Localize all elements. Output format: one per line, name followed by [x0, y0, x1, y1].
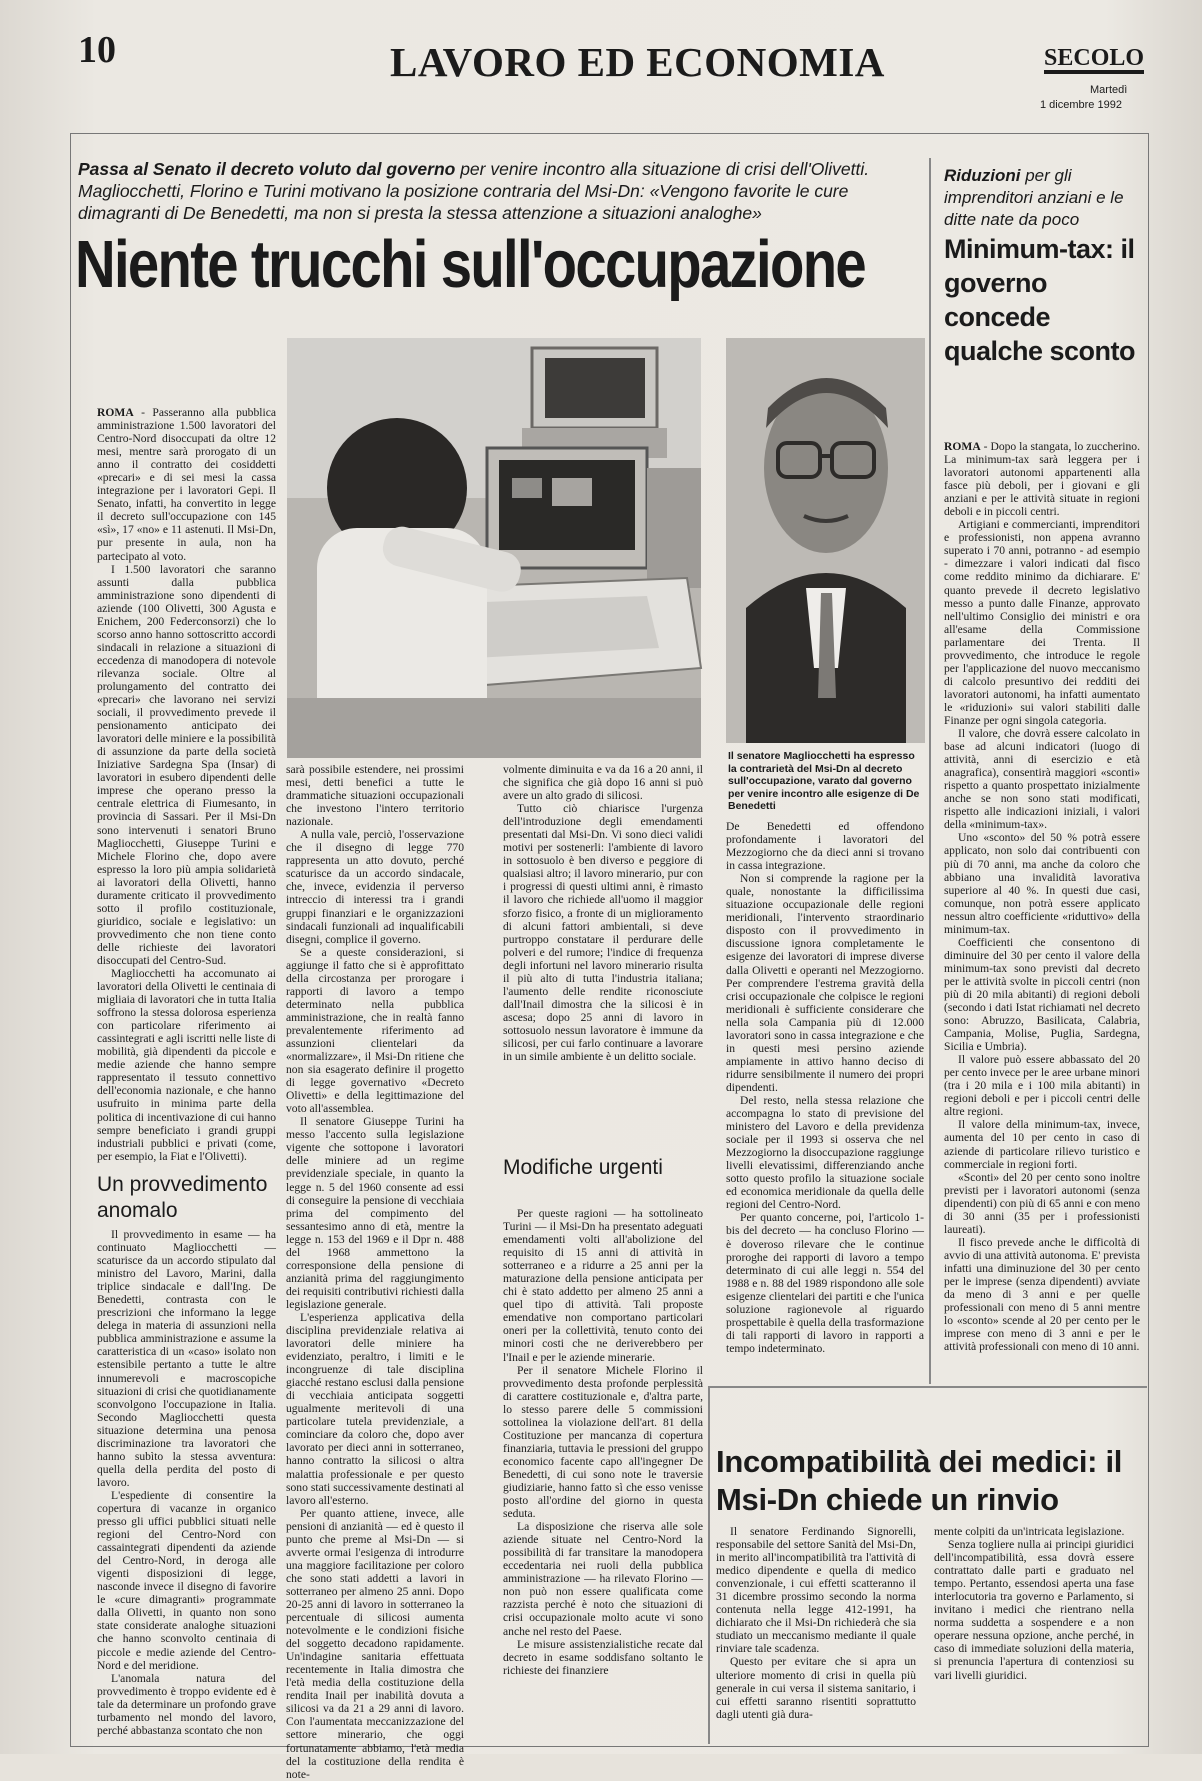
sidebar-divider	[929, 158, 931, 1384]
article-column-4: De Benedetti ed offendono profondamente i lavoratori del Mezzogiorno che da dieci anni si trovano in cassa integrazione. Non si comprende la ragione per la quale, nonostante la difficilissima situazione occupazionale delle regioni meridionali, l'intervento straordinario disposto con il provvedimento in discussione ignora completamente le esigenze dei lavoratori di imprese diverse dalla Olivetti e operanti nel Mezzogiorno. Per comprendere l'estrema gravità della crisi occupazionale che colpisce le regioni meridionali è sufficiente considerare che nella sola Campania più di 12.000 lavoratori sono in cassa integrazione e che in questi mesi persino aziende ampiamente in attivo hanno deciso di ridurre sensibilmente il numero dei propri dipendenti. Del resto, nella stessa relazione che accompagna lo stato di previsione del ministero del Lavoro e della previdenza sociale per il 1993 si osserva che nel Mezzogiorno la disoccupazione raggiunge livelli elevatissimi, differenziando anche sotto questo profilo la situazione sociale ed economica meridionale da quella delle regioni del Centro-Nord. Per quanto concerne, poi, l'articolo 1-bis del decreto — ha concluso Florino — è doveroso rilevare che le continue proroghe dei rapporti di lavoro a tempo determinato di cui alle leggi n. 554 del 1988 e n. 88 del 1989 rispondono alle sole esigenze clientelari dei partiti e che l'unica soluzione ragionevole al riguardo prospettabile è quella della trasformazione di tali rapporti di lavoro in rapporti a tempo indeterminato.	[726, 820, 924, 1355]
sidebar-headline: Minimum-tax: il governo concede qualche sconto	[944, 234, 1136, 366]
computer-operator-photo	[287, 338, 701, 758]
article-column-1-lower: Il provvedimento in esame — ha continuato Magliocchetti — scaturisce da un accordo stipulato dal ministro del Lavoro, Marini, dalla triplice sindacale e dall'Ing. De Benedetti, contrasta con le prescrizioni che informano la legge delega in materia di assunzioni nella pubblica amministrazione e assume la caratteristica di un «caso» isolato non estensibile pertanto a tutte le altre innumerevoli e macroscopiche situazioni di crisi che quotidianamente sconvolgono l'occupazione in Italia. Secondo Magliocchetti questa situazione determina una penosa discriminazione tra lavoratori che hanno subìto la stessa avventura: quella della perdita del posto di lavoro. L'espediente di consentire la copertura di vacanze in organico presso gli uffici pubblici situati nelle regioni del Centro-Nord con cassaintegrati dipendenti da aziende del Centro-Nord, in deroga alle vigenti disposizioni di legge, nasconde invece il disegno di favorire le «cure dimagranti» programmate dalla Olivetti, in quanto non sono state considerate analoghe situazioni che hanno sconvolto centinaia di piccole e medie aziende del Centro-Nord e del meridione. L'anomala natura del provvedimento è troppo evidente ed è tale da determinare un profondo grave turbamento nel mondo del lavoro, perché abbastanza scontato che non	[97, 1228, 277, 1737]
senator-portrait-photo	[726, 338, 925, 743]
main-kicker: Passa al Senato il decreto voluto dal governo per venire incontro alla situazione di crisi dell'Olivetti. Magliocchetti, Florino e Turini motivano la posizione contraria del Msi-Dn: «Vengono favorite le cure dimagranti di De Benedetti, ma non si presta la stessa attenzione a situazioni analoghe»	[78, 159, 870, 223]
box-divider	[708, 1388, 710, 1744]
main-headline: Niente trucchi sull'occupazione	[75, 227, 866, 302]
issue-date: 1 dicembre 1992	[1040, 99, 1122, 111]
box-headline: Incompatibilità dei medici: il Msi-Dn chiede un rinvio	[716, 1444, 1123, 1517]
newspaper-logo: SECOLO	[1044, 46, 1144, 74]
box-column-2: mente colpiti da un'intricata legislazione. Senza togliere nulla ai principi giuridici dell'incompatibilità, essa dovrà essere contrattato dalle parti e graduato nel tempo. Pertanto, essendosi aperta una fase interlocutoria tra governo e Parlamento, si invitano i medici che rientrano nella norma suddetta a sospendere e a non operare nessuna opzione, anche perché, in caso di immediate soluzioni della materia, si prenuncia l'apertura di contenziosi su vari livelli giuridici.	[934, 1525, 1134, 1682]
article-column-1: ROMA - Passeranno alla pubblica amministrazione 1.500 lavoratori del Centro-Nord disoccupati da oltre 12 mesi, mentre sarà prorogato di un anno il contratto dei cosiddetti «precari» e di sei mesi la cassa integrazione per i lavoratori Gepi. Il Senato, infatti, ha convertito in legge il decreto sull'occupazione con 145 «sì», 17 «no» e 11 astenuti. Il Msi-Dn, pur presente in aula, non ha partecipato al voto. I 1.500 lavoratori che saranno assunti dalla pubblica amministrazione sono dipendenti di aziende (100 Olivetti, 300 Agusta e Enichem, 200 Federconsorzi) che lo scorso anno hanno sottoscritto accordi sindacali in relazione a situazioni di eccedenza di manodopera di notevole rilevanza sociale. Oltre al prolungamento del contratto dei «precari» che lavorano nei servizi sociali, il provvedimento prevede il pensionamento anticipato dei lavoratori delle miniere e la possibilità di assunzione da parte della società Iniziative Sardegna Spa (Insar) di lavoratori in esubero dipendenti delle imprese che operano presso la centrale elettrica di Fiumesanto, in provincia di Sassari. Per il Msi-Dn sono intervenuti i senatori Bruno Magliocchetti, Giuseppe Turini e Michele Florino che, dopo avere espresso la loro più ampia solidarietà ai lavoratori della Olivetti, hanno duramente criticato il provvedimento sotto il profilo costituzionale, giuridico, sociale e legislativo: un provvedimento che non tiene conto delle richieste dei lavoratori disoccupati del Centro-Sud. Magliocchetti ha accomunato ai lavoratori della Olivetti le centinaia di migliaia di lavoratori che in tutta Italia soffrono la stessa dolorosa esperienza con particolare riferimento ai cassintegrati e agli iscritti nelle liste di mobilità, già dipendenti da piccole e medie aziende che hanno sempre rappresentato il tessuto connettivo dell'economia nazionale, e che hanno usufruito in minima parte della politica di incentivazione di cui hanno sempre beneficiato i grandi gruppi industriali pubblici e privati (come, per esempio, la Fiat e l'Olivetti).	[97, 406, 276, 1163]
article-column-3: volmente diminuita e va da 16 a 20 anni, il che significa che già dopo 16 anni si può avere un alto grado di silicosi. Tutto ciò chiarisce l'urgenza dell'introduzione degli emendamenti presentati dal Msi-Dn. Vi sono dieci validi motivi per sostenerli: l'ambiente di lavoro in sottosuolo è ben diverso e peggiore di qualsiasi altro; il lavoro minerario, pur con i progressi di questi ultimi anni, è rimasto il lavoro che richiede all'uomo il maggior sforzo fisico, a fronte di un miglioramento di alcuni fattori ambientali, si deve purtroppo constatare il perdurare delle polveri e del rumore; l'indice di frequenza degli infortuni nel lavoro minerario risulta il più alto di tutta l'industria italiana; l'aumento delle rendite riconosciute dall'Inail dimostra che la silicosi è in ascesa; dopo 25 anni di lavoro in sottosuolo nessun lavoratore è immune da silicosi, per cui farlo continuare a lavorare in un simile ambiente è un delitto sociale.	[503, 763, 703, 1064]
section-title: LAVORO ED ECONOMIA	[390, 39, 885, 85]
issue-day: Martedì	[1090, 84, 1128, 96]
sidebar-kicker: Riduzioni per gli imprenditori anziani e le ditte nate da poco	[944, 166, 1124, 229]
article-column-3-lower: Per queste ragioni — ha sottolineato Turini — il Msi-Dn ha presentato adeguati emendamenti volti all'abolizione del requisito di 15 anni di attività in sotterraneo e a ridurre a 25 anni per la maturazione della pensione anticipata per chi è stato addetto per almeno 25 anni a quel tipo di attività. Tali proposte emendative non comportano particolari oneri per la collettività, tenuto conto dei minori costi che ne deriverebbero per l'Inail e per le aziende minerarie. Per il senatore Michele Florino il provvedimento desta profonde perplessità di carattere costituzionale e, d'altra parte, lo stesso parere delle 5 commissioni sottolinea la violazione dell'art. 81 della Costituzione per mancanza di copertura finanziaria, tuttavia le pressioni del gruppo economico facente capo all'ingegner De Benedetti, di cui sono note le traversie giudiziarie, hanno fatto sì che esso venisse posto all'ordine del giorno in questa seduta. La disposizione che riserva alle sole aziende situate nel Centro-Nord la possibilità di far transitare la manodopera eccedentaria nei ruoli della pubblica amministrazione — ha rilevato Florino — non può non essere qualificata come razzista perché è noto che situazioni di crisi occupazionale molto acute vi sono anche nel resto del Paese. Le misure assistenzialistiche recate dal decreto in esame soddisfano soltanto le richieste dei finanziere	[503, 1207, 703, 1677]
article-column-2: sarà possibile estendere, nei prossimi mesi, detti benefici a tutte le drammatiche situazioni occupazionali che investono l'intero territorio nazionale. A nulla vale, perciò, l'osservazione che il disegno di legge 770 rappresenta un atto dovuto, perché scaturisce da un accordo sindacale, che, invece, evidenzia il perverso intreccio di interessi tra i grandi gruppi finanziari e le organizzazioni sindacali funzionali ad inqualificabili disegni, complice il governo. Se a queste considerazioni, si aggiunge il fatto che si è approfittato della circostanza per prorogare i rapporti di lavoro a tempo determinato nella pubblica amministrazione, che in realtà fanno prevalentemente riferimento ad assunzioni clientelari da «normalizzare», il Msi-Dn ritiene che non sia esagerato definire il progetto di legge governativo «Decreto Olivetti» e della legittimazione del voto all'assemblea. Il senatore Giuseppe Turini ha messo l'accento sulla legislazione vigente che sottopone i lavoratori delle miniere ad un regime previdenziale speciale, in quanto la legge n. 5 del 1960 consente ad essi di conseguire la pensione di vecchiaia prima del compimento del sessantesimo anno di età, mentre la legge n. 153 del 1969 e il Dpr n. 488 del 1968 ammettono la corresponsione della pensione di anzianità prima del raggiungimento dei requisiti contributivi richiesti dalla legislazione generale. L'esperienza applicativa della disciplina previdenziale relativa ai lavoratori delle miniere ha evidenziato, peraltro, i limiti e le incongruenze di tale disciplina giacché restano esclusi dalla pensione di vecchiaia anticipata soggetti ugualmente meritevoli di una particolare tutela previdenziale, a cominciare da coloro che, dopo aver lavorato per dieci anni in sotterraneo, hanno contratto la silicosi o altra malattia professionale e per questo sono stati successivamente destinati al lavoro all'esterno. Per quanto attiene, invece, alle pensioni di anzianità — ed è questo il punto che preme al Msi-Dn — si avverte ormai l'esigenza di introdurre una maggiore facilitazione per coloro che sono stati addetti a lavori in sotterraneo per almeno 25 anni. Dopo 20-25 anni di lavoro in sotterraneo la percentuale di silicosi aumenta notevolmente e le condizioni fisiche del soggetto decadono rapidamente. Un'indagine sanitaria effettuata recentemente in Italia dimostra che l'età media della costituzione della rendita Inail per inabilità dovuta a silicosi va da 21 a 29 anni di lavoro. Con l'aumentata meccanizzazione del settore minerario, che oggi fortunatamente abbiamo, l'età media del la costituzione della rendita è note-	[286, 763, 464, 1781]
box-column-1: Il senatore Ferdinando Signorelli, responsabile del settore Sanità del Msi-Dn, in merito all'incompatibilità tra l'attività di medico dipendente e quella di medico convenzionale, i cui effetti scatteranno il 31 dicembre prossimo secondo la norma contenuta nella legge 412-1991, ha dichiarato che il Msi-Dn richiederà che sia studiato un meccanismo mediante il quale rinviare tale scadenza. Questo per evitare che si apra un ulteriore momento di crisi in quella più generale in cui versa il sistema sanitario, i cui effetti saranno risentiti soprattutto dagli utenti già dura-	[716, 1525, 916, 1721]
portrait-caption: Il senatore Magliocchetti ha espresso la contrarietà del Msi-Dn al decreto sull'occupazione, varato dal governo per venire incontro alle esigenze di De Benedetti	[728, 750, 920, 812]
page-number: 10	[78, 29, 116, 71]
box-top-rule	[708, 1386, 1147, 1388]
subhead-modifiche-urgenti: Modifiche urgenti	[503, 1156, 663, 1179]
subhead-provvedimento-anomalo: Un provvedimento anomalo	[97, 1173, 268, 1222]
sidebar-article: ROMA - Dopo la stangata, lo zuccherino. La minimum-tax sarà leggera per i lavoratori autonomi appartenenti alla fasce più deboli, per i giovani e gli anziani e per le attività situate in regioni deboli e in piccoli centri. Artigiani e commercianti, imprenditori e professionisti, non appena avranno superato i 70 anni, potranno - ad esempio - dimezzare i valori indicati dal fisco come reddito minimo da dichiarare. E' quanto prevede il decreto legislativo messo a punto dalle Finanze, approvato nell'ultimo Consiglio dei ministri e ora all'esame della Commissione parlamentare dei Trenta. Il provvedimento, che introduce le regole per l'applicazione del nuovo meccanismo di calcolo presuntivo dei redditi dei lavoratori autonomi, ha infatti aumentato le «riduzioni» sui valori stabiliti dalle Finanze per ogni singola categoria. Il valore, che dovrà essere calcolato in base ad alcuni indicatori (luogo di attività, anni di esercizio e età anagrafica), consentirà maggiori «sconti» rispetto a quanto prospettato inizialmente anche se non sono stati modificati, rispetto alle indicazioni iniziali, i valori della «minimum-tax». Uno «sconto» del 50 % potrà essere applicato, non solo dai contribuenti con più di 70 anni, ma anche da coloro che abbiano una invalidità lavorativa superiore al 40 %. In questi due casi, comunque, non potrà essere applicato nessun altro coefficiente «riduttivo» della minimum-tax. Coefficienti che consentono di diminuire del 30 per cento il valore della minimum-tax sono previsti dal decreto per le attività svolte in piccoli centri (non più di 20 mila abitanti) di regioni deboli (secondo i dati Istat richiamati nel decreto sono: Abruzzo, Basilicata, Calabria, Campania, Molise, Puglia, Sardegna, Sicilia e Umbria). Il valore può essere abbassato del 20 per cento invece per le aree urbane minori (tra i 20 mila e i 100 mila abitanti) in regioni deboli e per i piccoli centri delle altre regioni. Il valore della minimum-tax, invece, aumenta del 10 per cento in caso di aziende di particolare rilievo turistico e commerciale in regioni forti. «Sconti» del 20 per cento sono inoltre previsti per i lavoratori autonomi (senza dipendenti) con più di 65 anni e con meno di 30 anni (35 per i professionisti laureati). Il fisco prevede anche le difficoltà di avvio di una attività autonoma. E' prevista infatti una diminuzione del 30 per cento per le imprese (senza dipendenti) avviate da meno di 3 anni e per quelle professionali con meno di 5 anni mentre lo «sconto» scende al 20 per cento per le imprese con meno di 3 anni e per le attività professionali con meno di 10 anni.	[944, 440, 1140, 1354]
